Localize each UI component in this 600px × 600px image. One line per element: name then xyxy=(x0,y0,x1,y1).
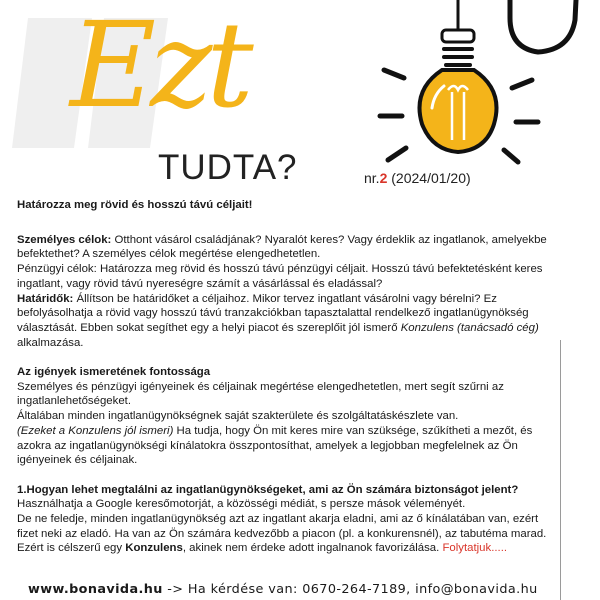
title-script: Ezt xyxy=(70,0,248,134)
question-1-paragraph-2: De ne feledje, minden ingatlanügynökség azt az ingatlant akarja eladni, ami az ő kínálatában van, ezért fizet neki az eladó. Ha van az Ön számára kedvezőbb a piacon (pl. a konkurensnél), az tabutéma marad. Ezért is célszerű egy Konzulens, akinek nem érdeke adott ingalnanok favorizálása. Folytatjuk..... xyxy=(17,513,547,555)
personal-goals: Személyes célok: Otthont vásárol családjának? Nyaralót keres? Vagy érdeklik az ingatlanok, amelyekbe befektethet? A személyes célok megértése elengedhetetlen. xyxy=(17,233,547,261)
needs-paragraph-2: Általában minden ingatlanügynökségnek saját szakterülete és szolgáltatáskészlete van. xyxy=(17,410,459,423)
article-body xyxy=(17,198,557,556)
footer xyxy=(28,582,588,597)
contact-info: -> Ha kérdése van: 0670-264-7189, info@bonavida.hu xyxy=(162,582,538,597)
needs-heading: Az igények ismeretének fontossága xyxy=(17,366,211,379)
question-1-paragraph-1: Használhatja a Google keresőmotorját, a közösségi médiát, s persze mások véleményét. xyxy=(17,498,466,511)
page-title: TUDTA? xyxy=(158,148,298,187)
issue-label: nr.2 (2024/01/20) xyxy=(364,170,471,186)
continued-label: Folytatjuk..... xyxy=(442,542,508,555)
question-1-heading: 1.Hogyan lehet megtalálni az ingatlanügynökségeket, ami az Ön számára biztonságot jelent? xyxy=(17,483,519,496)
financial-goals: Pénzügyi célok: Határozza meg rövid és hosszú távú pénzügyi céljait. Hosszú távú befektetésként keres ingatlant, vagy rövid távú nyereségre számít a vásárlással és eladással? xyxy=(17,263,543,290)
lightbulb-icon xyxy=(370,0,600,180)
intro-heading: Határozza meg rövid és hosszú távú céljait! xyxy=(17,199,253,211)
website-link[interactable]: www.bonavida.hu xyxy=(28,582,163,597)
needs-paragraph-3: (Ezeket a Konzulens jól ismeri) Ha tudja, hogy Ön mit keres mire van szüksége, szűkítheti a mezőt, és azokra az ingatlanügynökségi kínálatokra összpontosíthat, amelyek a legjobban megfelelnek az Ön igényeinek és céljainak. xyxy=(17,424,533,467)
deadlines: Határidők: Állítson be határidőket a céljaihoz. Mikor tervez ingatlant vásárolni vagy bérelni? Ez befolyásolhatja a rövid vagy hosszú távú tranzakciókban tapasztalattal rendelkező ingatlanügynökség választását. Ebben sokat segíthet egy a helyi piacot és szereplőit jól ismerő Konzulens (tanácsadó cég) alkalmazása. xyxy=(17,292,539,349)
divider xyxy=(560,340,561,600)
needs-paragraph-1: Személyes és pénzügyi igényeinek és céljainak megértése elengedhetetlen, mert segít szűrni az ingatlanlehetőségeket. xyxy=(17,380,504,408)
